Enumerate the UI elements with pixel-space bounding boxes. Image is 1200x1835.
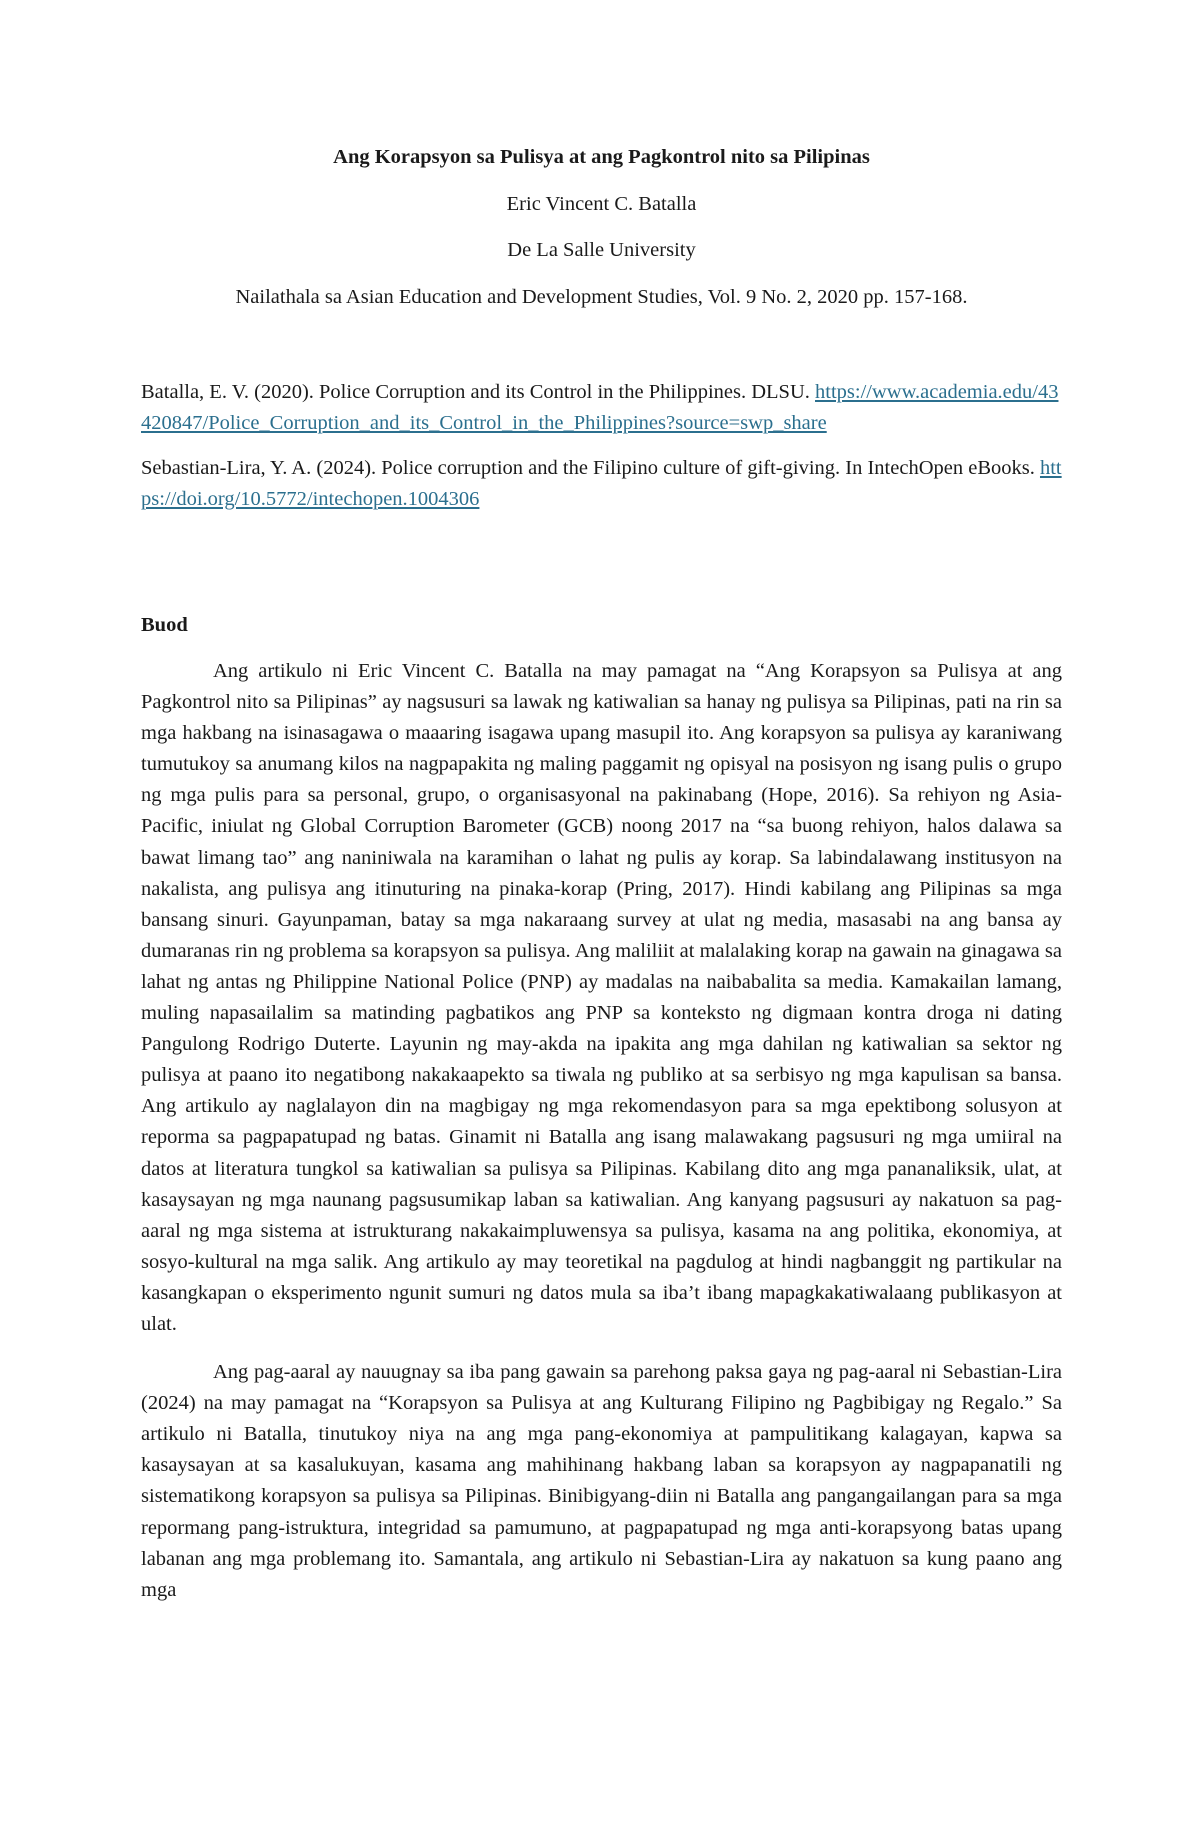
publication-info: Nailathala sa Asian Education and Development Studies, Vol. 9 No. 2, 2020 pp. 157-168. xyxy=(235,286,968,308)
author-affiliation: De La Salle University xyxy=(507,239,696,261)
reference-text: Batalla, E. V. (2020). Police Corruption and its Control in the Philippines. DLSU. xyxy=(141,381,815,403)
body-paragraph: Ang pag-aaral ay nauugnay sa iba pang gawain sa parehong paksa gaya ng pag-aaral ni Sebastian-Lira (2024) na may pamagat na “Korapsyon sa Pulisya at ang Kulturang Filipino ng Pagbibigay ng Regalo.” Sa artikulo ni Batalla, tinutukoy niya na ang mga pang-ekonomiya at pampulitikang kalagayan, kapwa sa kasaysayan at sa kasalukuyan, kasama ang mahihinang hakbang laban sa korapsyon ay nagpapanatili ng sistematikong korapsyon sa pulisya sa Pilipinas. Binibigyang-diin ni Batalla ang pangangailangan para sa mga repormang pang-istruktura, integridad sa pamumuno, at pagpapatupad ng mga anti-korapsyong batas upang labanan ang mga problemang ito. Samantala, ang artikulo ni Sebastian-Lira ay nakatuon sa kung paano ang mga xyxy=(141,1361,1062,1601)
section-heading: Buod xyxy=(141,614,188,636)
body-paragraph: Ang artikulo ni Eric Vincent C. Batalla na may pamagat na “Ang Korapsyon sa Pulisya at ang Pagkontrol nito sa Pilipinas” ay nagsusuri sa lawak ng katiwalian sa hanay ng pulisya sa Pilipinas, pati na rin sa mga hakbang na isinasagawa o maaaring isagawa upang masupil ito. Ang korapsyon sa pulisya ay karaniwang tumutukoy sa anumang kilos na nagpapakita ng maling paggamit ng opisyal na posisyon ng isang pulis o grupo ng mga pulis para sa personal, grupo, o organisasyonal na pakinabang (Hope, 2016). Sa rehiyon ng Asia-Pacific, iniulat ng Global Corruption Barometer (GCB) noong 2017 na “sa buong rehiyon, halos dalawa sa bawat limang tao” ang naniniwala na karamihan o lahat ng pulis ay korap. Sa labindalawang institusyon na nakalista, ang pulisya ang itinuturing na pinaka-korap (Pring, 2017). Hindi kabilang ang Pilipinas sa mga bansang sinuri. Gayunpaman, batay sa mga nakaraang survey at ulat ng media, masasabi na ang bansa ay dumaranas rin ng problema sa korapsyon sa pulisya. Ang maliliit at malalaking korap na gawain na ginagawa sa lahat ng antas ng Philippine National Police (PNP) ay madalas na naibabalita sa media. Kamakailan lamang, muling napasailalim sa matinding pagbatikos ang PNP sa konteksto ng digmaan kontra droga ni dating Pangulong Rodrigo Duterte. Layunin ng may-akda na ipakita ang mga dahilan ng katiwalian sa sektor ng pulisya at paano ito negatibong nakakaapekto sa tiwala ng publiko at sa serbisyo ng mga kapulisan sa bansa. Ang artikulo ay naglalayon din na magbigay ng mga rekomendasyon para sa mga epektibong solusyon at reporma sa pagpapatupad ng batas. Ginamit ni Batalla ang isang malawakang pagsusuri ng mga umiiral na datos at literatura tungkol sa katiwalian sa pulisya sa Pilipinas. Kabilang dito ang mga pananaliksik, ulat, at kasaysayan ng mga naunang pagsusumikap laban sa katiwalian. Ang kanyang pagsusuri ay nakatuon sa pag-aaral ng mga sistema at istrukturang nakakaimpluwensya sa pulisya, kasama na ang politika, ekonomiya, at sosyo-kultural na mga salik. Ang artikulo ay may teoretikal na pagdulog at hindi nagbanggit ng partikular na kasangkapan o eksperimento ngunit sumuri ng datos mula sa iba’t ibang mapagkakatiwalaang publikasyon at ulat. xyxy=(141,660,1062,1335)
reference-text: Sebastian-Lira, Y. A. (2024). Police corruption and the Filipino culture of gift-giving. In IntechOpen eBooks. xyxy=(141,457,1040,479)
reference-link[interactable]: https://www.academia.edu/43420847/Police_Corruption_and_its_Control_in_the_Philippines?source=swp_share xyxy=(141,381,1059,434)
author-name: Eric Vincent C. Batalla xyxy=(506,193,697,215)
reference-item xyxy=(141,377,1062,439)
section-body xyxy=(141,656,1062,1623)
reference-link[interactable]: https://doi.org/10.5772/intechopen.1004306 xyxy=(141,457,1062,510)
document-title: Ang Korapsyon sa Pulisya at ang Pagkontrol nito sa Pilipinas xyxy=(333,146,870,168)
reference-item xyxy=(141,453,1062,515)
reference-list xyxy=(141,377,1062,529)
